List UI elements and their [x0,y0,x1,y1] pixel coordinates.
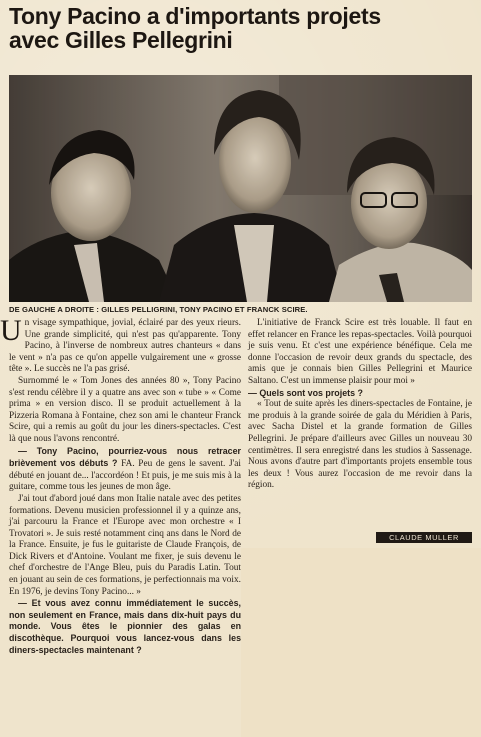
article-column-2 [248,318,472,528]
paragraph: J'ai tout d'abord joué dans mon Italie natale avec des petites formations. Devenu musicien professionnel il y a quinze ans, j'ai parcouru la France et l'Europe avec mon orchestre « I Trovatori ». Je suis resté notamment cinq ans dans le Nord de la France. Ensuite, je fus le guitariste de Claude François, de Dick Rivers et d'Antoine. Voulant me fixer, je suis devenu le chef d'orchestre de l'Ange Bleu, puis du Paradis Latin. Tout en jouant au sein de ces formations, je perfectionnais ma voix. En 1976, je devins Tony Pacino... » [9,493,241,597]
interview-question: — Quels sont vos projets ? [248,387,363,398]
headline-line-1: Tony Pacino a d'importants projets [9,3,381,29]
headline [9,4,471,52]
drop-cap: U [0,314,22,347]
lead-paragraph [0,314,241,376]
paragraph: Surnommé le « Tom Jones des années 80 », Tony Pacino s'est rendu célèbre il y a quatre ans avec son « tube » « Come prima » en version disco. Il se produit actuellement à la Pizzeria Romana à Fontaine, chez son ami le chanteur Franck Scire, qui a remis au goût du jour les diners-spectacles. C'est là que nous l'avons rencontré. [9,375,241,444]
photo-caption: DE GAUCHE A DROITE : GILLES PELLIGRINI, TONY PACINO ET FRANCK SCIRE. [9,305,308,314]
headline-line-2: avec Gilles Pellegrini [9,27,233,53]
interview-question: — Tony Pacino, pourriez-vous nous retracer brièvement vos débuts ? [9,445,241,469]
article-column-1 [0,314,241,733]
paragraph: « Tout de suite après les diners-spectacles de Fontaine, je me produis à la grande soirée de gala du Méridien à Paris, avec Sacha Distel et la grande formation de Gilles Pellegrini. Je prépare d'ailleurs avec Gilles un nouveau 30 centimètres. Il sera enregistré dans les studios à Sassenage. Nous avons d'autre part d'importants projets ensemble tous les deux ! Vous aurez l'occasion de me revoir dans la région. [248,399,472,491]
blank-area [241,548,481,737]
photo-illustration [9,75,472,302]
paragraph: FA. Peu de gens le savent. J'ai débuté en jouant de... l'accordéon ! Et puis, je me suis mis à la guitare, comme tous les jeunes de mon âge. [9,459,241,493]
paragraph-text: n visage sympathique, jovial, éclairé par des yeux rieurs. Une grande simplicité, qui n'est pas qu'apparente. Tony Pacino, à l'inverse de nombreux autres chanteurs « dans le vent » n'a pas ce qu'on appelle vulgairement une « grosse tête ». Le succès ne l'a pas grisé. [9,318,241,375]
author-byline: CLAUDE MULLER [376,532,472,543]
article-photo [9,75,472,302]
interview-question: — Et vous avez connu immédiatement le succès, non seulement en France, mais dans dix-huit pays du monde. Vous êtes le pionnier des galas en discothèque. Pourquoi vous lancez-vous dans les diners-spectacles maintenant ? [9,598,241,655]
paragraph: L'initiative de Franck Scire est très louable. Il faut en effet relancer en France les repas-spectacles. Voilà pourquoi je suis venu. Et c'est une expérience bénéfique. Cela me donne l'occasion de revoir deux grands du spectacle, des amis que je connais bien Gilles Pellegrini et Maurice Saltano. C'est un immense plaisir pour moi » [248,318,472,386]
